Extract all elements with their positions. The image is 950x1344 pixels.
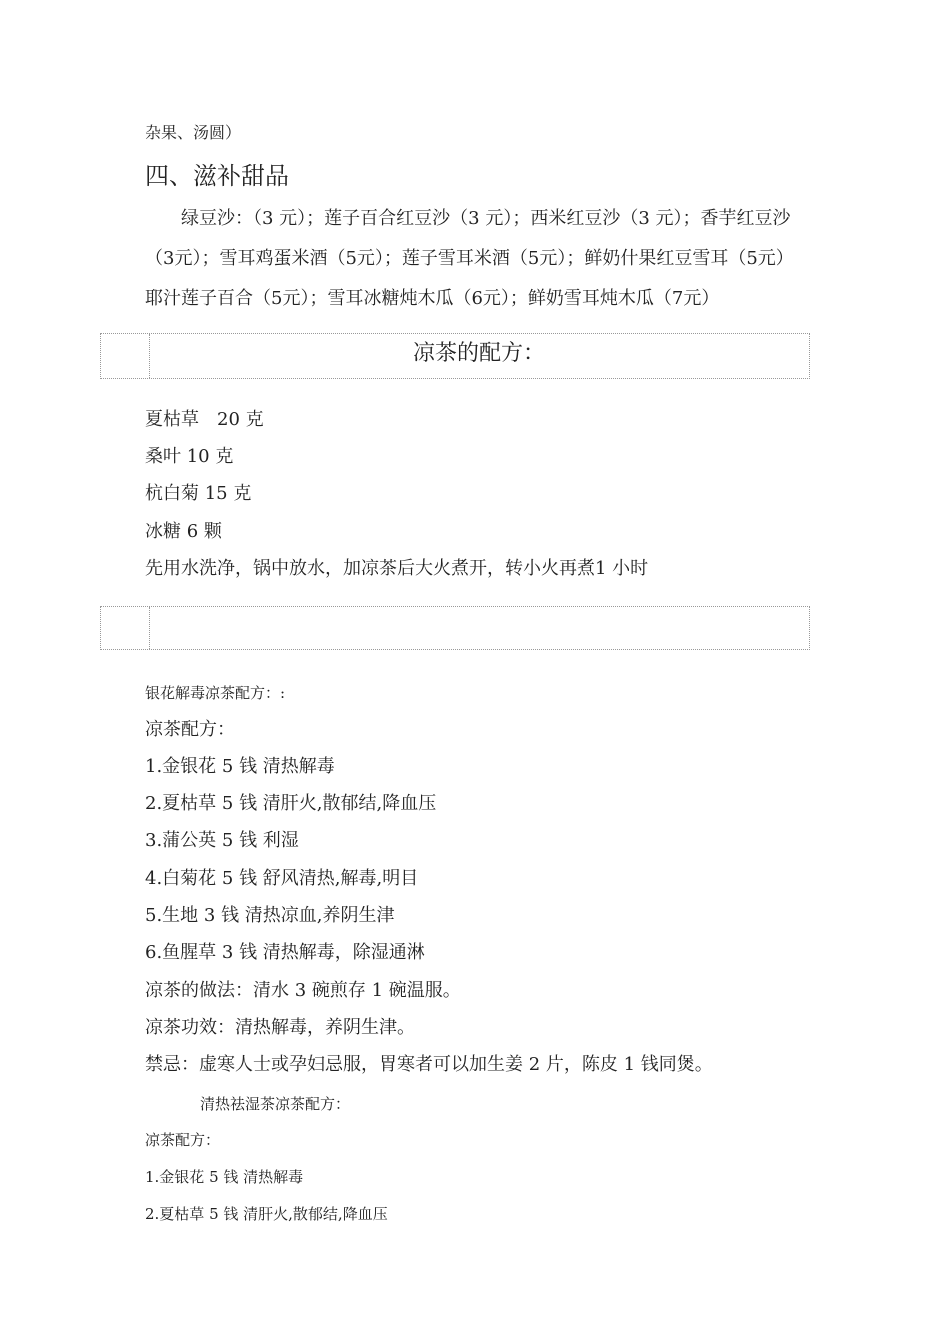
box-left-cell: [101, 607, 150, 649]
recipe3-subtitle: 凉茶配方：: [145, 1131, 221, 1149]
recipe2-item: 1.金银花 5 钱 清热解毒: [145, 756, 335, 777]
recipe-title-box: [100, 333, 810, 379]
recipe1-line: 夏枯草 20 克: [145, 409, 264, 430]
recipe3-item: 2.夏枯草 5 钱 清肝火,散郁结,降血压: [145, 1205, 388, 1223]
recipe1-line: 杭白菊 15 克: [145, 483, 252, 504]
box-title: 凉茶的配方：: [412, 341, 545, 366]
recipe2-item: 4.白菊花 5 钱 舒风清热,解毒,明目: [145, 868, 419, 889]
recipe2-item: 6.鱼腥草 3 钱 清热解毒，除湿通淋: [145, 942, 425, 963]
recipe2-item: 5.生地 3 钱 清热凉血,养阴生津: [145, 905, 395, 926]
dessert-paragraph: 绿豆沙：（3 元）；莲子百合红豆沙（3 元）；西米红豆沙（3 元）；香芋红豆沙（3元）；雪耳鸡蛋米酒（5元）；莲子雪耳米酒（5元）；鲜奶什果红豆雪耳（5元）耶汁莲子百合（5元）；雪耳冰糖炖木瓜（6元）；鲜奶雪耳炖木瓜（7元）: [145, 208, 794, 309]
empty-box: [100, 606, 810, 650]
recipe1-line: 桑叶 10 克: [145, 446, 234, 467]
box-left-cell: [101, 334, 150, 378]
recipe2-effect: 凉茶功效：清热解毒，养阴生津。: [145, 1017, 415, 1038]
recipe2-subtitle: 凉茶配方：: [145, 719, 235, 740]
recipe1-line: 冰糖 6 颗: [145, 521, 222, 542]
recipe2-title: 银花解毒凉茶配方：:: [145, 684, 286, 702]
recipe2-item: 2.夏枯草 5 钱 清肝火,散郁结,降血压: [145, 793, 437, 814]
recipe2-item: 3.蒲公英 5 钱 利湿: [145, 830, 299, 851]
recipe2-method: 凉茶的做法：清水 3 碗煎存 1 碗温服。: [145, 980, 461, 1001]
intro-tail: 杂果、汤圆）: [145, 123, 242, 142]
recipe3-title: 清热祛湿茶凉茶配方：: [200, 1095, 351, 1113]
recipe3-item: 1.金银花 5 钱 清热解毒: [145, 1168, 304, 1186]
recipe1-method: 先用水洗净，锅中放水，加凉茶后大火煮开，转小火再煮1 小时: [145, 558, 649, 579]
section-heading: 四、滋补甜品: [145, 162, 289, 190]
recipe2-taboo: 禁忌：虚寒人士或孕妇忌服，胃寒者可以加生姜 2 片，陈皮 1 钱同煲。: [145, 1054, 713, 1075]
